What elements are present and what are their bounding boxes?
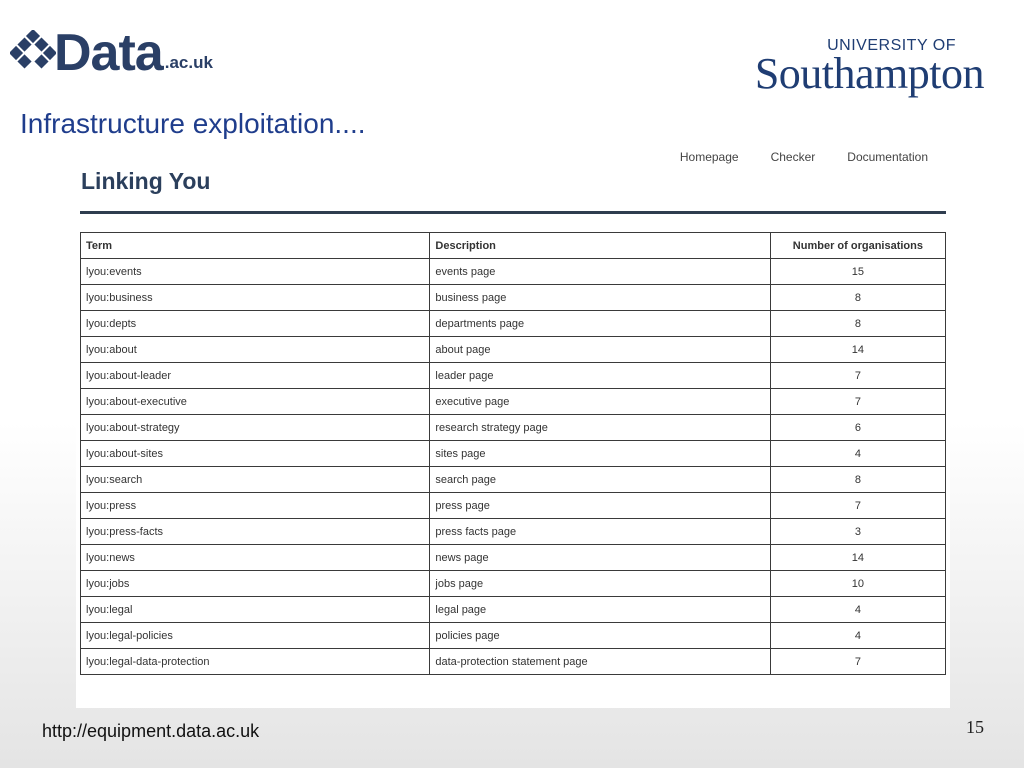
cell-term: lyou:about-executive: [81, 389, 430, 415]
cell-term: lyou:legal-policies: [81, 623, 430, 649]
column-header-description: Description: [430, 233, 770, 259]
cell-organisations: 4: [770, 441, 945, 467]
data-ac-uk-logo: [10, 24, 213, 82]
column-header-term: Term: [81, 233, 430, 259]
cell-description: search page: [430, 467, 770, 493]
cell-description: leader page: [430, 363, 770, 389]
table-row: [81, 571, 946, 597]
table-row: [81, 337, 946, 363]
cell-organisations: 8: [770, 311, 945, 337]
university-logo-top: UNIVERSITY OF: [827, 37, 956, 54]
cell-organisations: 10: [770, 571, 945, 597]
footer-url: http://equipment.data.ac.uk: [42, 721, 260, 741]
cell-description: policies page: [430, 623, 770, 649]
table-row: [81, 441, 946, 467]
logo-data-suffix: .ac.uk: [164, 53, 213, 72]
cell-term: lyou:news: [81, 545, 430, 571]
table-row: [81, 389, 946, 415]
cell-term: lyou:depts: [81, 311, 430, 337]
cell-organisations: 7: [770, 493, 945, 519]
table-row: [81, 649, 946, 675]
cell-organisations: 8: [770, 285, 945, 311]
cell-organisations: 14: [770, 545, 945, 571]
table-row: [81, 519, 946, 545]
cell-organisations: 7: [770, 363, 945, 389]
cell-term: lyou:about-sites: [81, 441, 430, 467]
cell-term: lyou:events: [81, 259, 430, 285]
table-row: [81, 363, 946, 389]
cell-description: press facts page: [430, 519, 770, 545]
slide-title: Infrastructure exploitation....: [20, 108, 366, 139]
column-header-organisations: Number of organisations: [770, 233, 945, 259]
table-row: [81, 597, 946, 623]
cell-description: about page: [430, 337, 770, 363]
table-row: [81, 623, 946, 649]
university-logo-main: Southampton: [754, 49, 984, 98]
cell-organisations: 14: [770, 337, 945, 363]
logo-data-word: Data: [54, 24, 163, 82]
cell-description: legal page: [430, 597, 770, 623]
cell-organisations: 4: [770, 623, 945, 649]
cell-term: lyou:about-leader: [81, 363, 430, 389]
table-row: [81, 415, 946, 441]
table-row: [81, 467, 946, 493]
cell-term: lyou:about: [81, 337, 430, 363]
cell-term: lyou:press: [81, 493, 430, 519]
nav-homepage-link[interactable]: Homepage: [679, 150, 739, 164]
table-row: [81, 311, 946, 337]
cell-term: lyou:search: [81, 467, 430, 493]
cell-term: lyou:legal: [81, 597, 430, 623]
cell-term: lyou:about-strategy: [81, 415, 430, 441]
cell-organisations: 15: [770, 259, 945, 285]
university-logo: [754, 37, 984, 98]
page-heading: Linking You: [81, 168, 211, 194]
cell-term: lyou:business: [81, 285, 430, 311]
cell-description: jobs page: [430, 571, 770, 597]
cell-organisations: 7: [770, 389, 945, 415]
heading-divider: [80, 211, 946, 214]
cell-description: sites page: [430, 441, 770, 467]
site-nav: [680, 150, 928, 164]
cell-description: business page: [430, 285, 770, 311]
cell-description: press page: [430, 493, 770, 519]
cell-organisations: 3: [770, 519, 945, 545]
cell-term: lyou:legal-data-protection: [81, 649, 430, 675]
cell-description: data-protection statement page: [430, 649, 770, 675]
table-row: [81, 259, 946, 285]
cell-description: departments page: [430, 311, 770, 337]
cell-organisations: 8: [770, 467, 945, 493]
nav-checker-link[interactable]: Checker: [770, 150, 816, 164]
table-row: [81, 545, 946, 571]
cell-organisations: 6: [770, 415, 945, 441]
table-row: [81, 285, 946, 311]
cell-description: executive page: [430, 389, 770, 415]
linking-you-screenshot: [76, 140, 950, 708]
cell-organisations: 4: [770, 597, 945, 623]
cell-description: events page: [430, 259, 770, 285]
diamond-grid-icon: [10, 30, 56, 76]
cell-term: lyou:press-facts: [81, 519, 430, 545]
nav-documentation-link[interactable]: Documentation: [847, 150, 928, 164]
table-row: [81, 493, 946, 519]
cell-description: research strategy page: [430, 415, 770, 441]
cell-term: lyou:jobs: [81, 571, 430, 597]
cell-description: news page: [430, 545, 770, 571]
table-header-row: [81, 233, 946, 259]
page-number: 15: [966, 717, 984, 737]
cell-organisations: 7: [770, 649, 945, 675]
terms-table: [80, 232, 946, 675]
